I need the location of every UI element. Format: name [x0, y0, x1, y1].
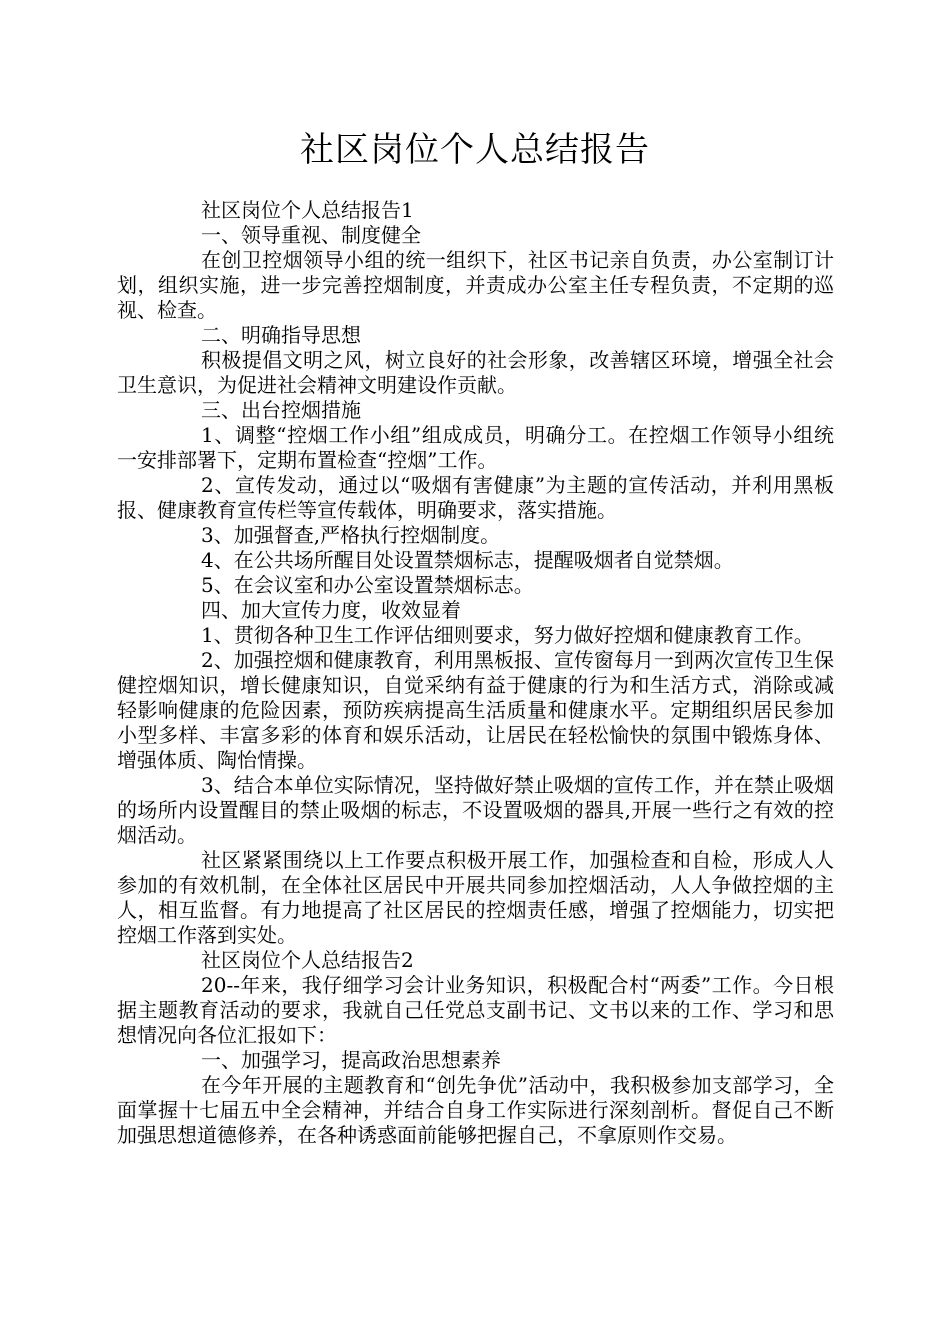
- paragraph: 积极提倡文明之风，树立良好的社会形象，改善辖区环境，增强全社会卫生意识，为促进社会精神文明建设作贡献。: [117, 348, 834, 397]
- paragraph: 在创卫控烟领导小组的统一组织下，社区书记亲自负责，办公室制订计划，组织实施，进一步完善控烟制度，并责成办公室主任专程负责，不定期的巡视、检查。: [117, 248, 834, 322]
- paragraph: 一、加强学习，提高政治思想素养: [201, 1048, 501, 1072]
- paragraph: 5、在会议室和办公室设置禁烟标志。: [201, 573, 534, 597]
- paragraph: 在今年开展的主题教育和“创先争优”活动中，我积极参加支部学习，全面掌握十七届五中全会精神，并结合自身工作实际进行深刻剖析。督促自己不断加强思想道德修养，在各种诱惑面前能够把握自己，不拿原则作交易。: [117, 1073, 834, 1147]
- paragraph: 三、出台控烟措施: [201, 398, 361, 422]
- paragraph: 一、领导重视、制度健全: [201, 223, 421, 247]
- paragraph: 1、调整“控烟工作小组”组成成员，明确分工。在控烟工作领导小组统一安排部署下，定期布置检查“控烟”工作。: [117, 423, 834, 472]
- paragraph: 1、贯彻各种卫生工作评估细则要求，努力做好控烟和健康教育工作。: [201, 623, 814, 647]
- paragraph: 4、在公共场所醒目处设置禁烟标志，提醒吸烟者自觉禁烟。: [201, 548, 734, 572]
- paragraph: 2、加强控烟和健康教育，利用黑板报、宣传窗每月一到两次宣传卫生保健控烟知识，增长健康知识，自觉采纳有益于健康的行为和生活方式，消除或减轻影响健康的危险因素，预防疾病提高生活质量和健康水平。定期组织居民参加小型多样、丰富多彩的体育和娱乐活动，让居民在轻松愉快的氛围中锻炼身体、增强体质、陶怡情操。: [117, 648, 834, 772]
- paragraph: 四、加大宣传力度，收效显着: [201, 598, 461, 622]
- paragraph: 社区紧紧围绕以上工作要点积极开展工作，加强检查和自检，形成人人参加的有效机制，在全体社区居民中开展共同参加控烟活动，人人争做控烟的主人，相互监督。有力地提高了社区居民的控烟责任感，增强了控烟能力，切实把控烟工作落到实处。: [117, 848, 834, 947]
- paragraph: 3、结合本单位实际情况，坚持做好禁止吸烟的宣传工作，并在禁止吸烟的场所内设置醒目的禁止吸烟的标志，不设置吸烟的器具,开展一些行之有效的控烟活动。: [117, 773, 834, 847]
- document-title: 社区岗位个人总结报告: [300, 130, 650, 170]
- paragraph: 2、宣传发动，通过以“吸烟有害健康”为主题的宣传活动，并利用黑板报、健康教育宣传栏等宣传载体，明确要求，落实措施。: [117, 473, 834, 522]
- paragraph: 二、明确指导思想: [201, 323, 361, 347]
- paragraph: 20--年来，我仔细学习会计业务知识，积极配合村“两委”工作。今日根据主题教育活动的要求，我就自己任党总支副书记、文书以来的工作、学习和思想情况向各位汇报如下：: [117, 973, 834, 1047]
- paragraph: 3、加强督查,严格执行控烟制度。: [201, 523, 501, 547]
- paragraph: 社区岗位个人总结报告2: [201, 948, 414, 972]
- paragraph: 社区岗位个人总结报告1: [201, 198, 414, 222]
- document-body: [117, 198, 834, 1148]
